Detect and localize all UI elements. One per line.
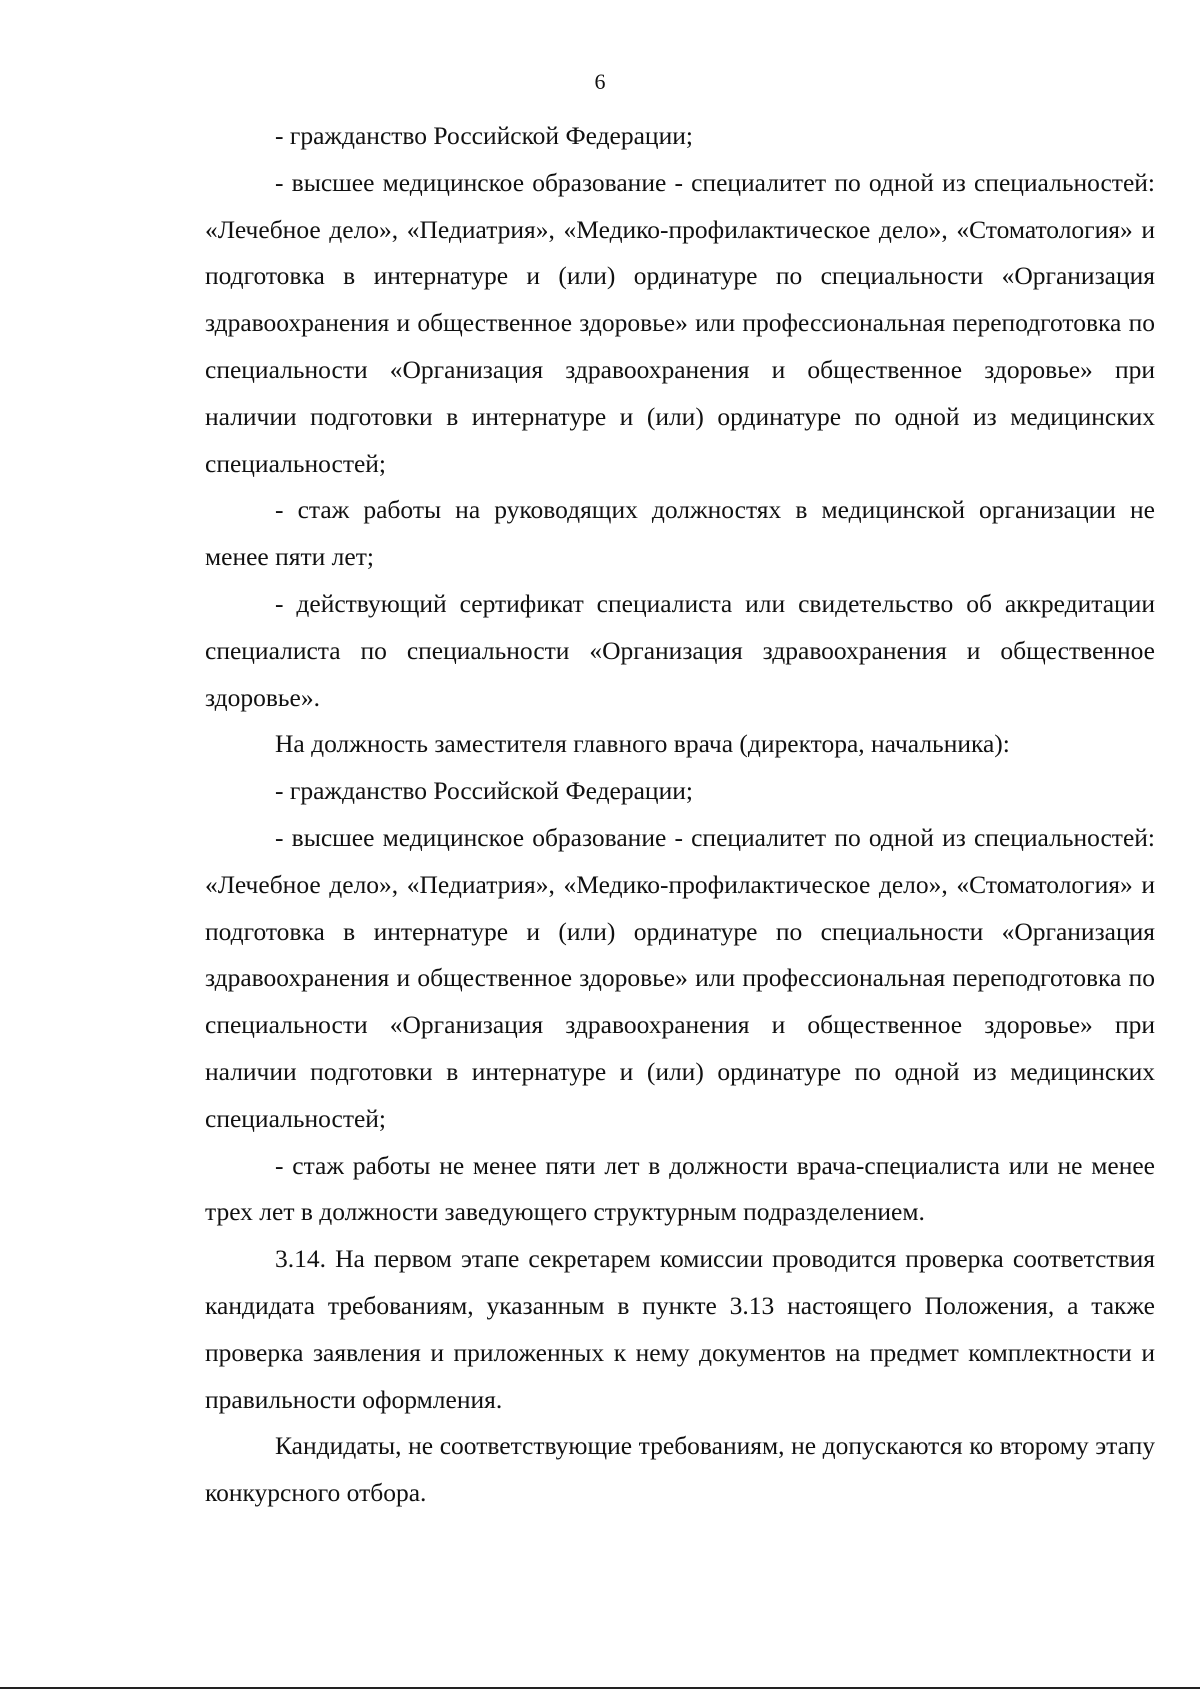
- paragraph-section-3-14: 3.14. На первом этапе секретарем комиссии проводится проверка соответствия кандидата требованиям, указанным в пункте 3.13 настоящего Положения, а также проверка заявления и приложенных к нему документов на предмет комплектности и правильности оформления.: [205, 1244, 1155, 1414]
- bottom-scan-edge: [0, 1687, 1200, 1689]
- paragraph-education-deputy: - высшее медицинское образование - специалитет по одной из специальностей: «Лечебное дело», «Педиатрия», «Медико-профилактическое дело», «Стоматология» и подготовка в интернатуре и (или) ординатуре по специальности «Организация здравоохранения и общественное здоровье» или профессиональная переподготовка по специальности «Организация здравоохранения и общественное здоровье» при наличии подготовки в интернатуре и (или) ординатуре по одной из медицинских специальностей;: [205, 822, 1155, 1133]
- page-number: 6: [594, 69, 606, 94]
- paragraph-candidates-rejected: Кандидаты, не соответствующие требованиям, не допускаются ко второму этапу конкурсного отбора.: [205, 1431, 1155, 1508]
- paragraph-deputy-heading: На должность заместителя главного врача (директора, начальника):: [275, 729, 1010, 759]
- paragraph-citizenship-head: - гражданство Российской Федерации;: [275, 121, 693, 150]
- document-body: [205, 113, 1155, 1517]
- paragraph-education-head: - высшее медицинское образование - специалитет по одной из специальностей: «Лечебное дело», «Педиатрия», «Медико-профилактическое дело», «Стоматология» и подготовка в интернатуре и (или) ординатуре по специальности «Организация здравоохранения и общественное здоровье» или профессиональная переподготовка по специальности «Организация здравоохранения и общественное здоровье» при наличии подготовки в интернатуре и (или) ординатуре по одной из медицинских специальностей;: [205, 167, 1155, 478]
- paragraph-certificate-head: - действующий сертификат специалиста или свидетельство об аккредитации специалиста по специальности «Организация здравоохранения и общественное здоровье».: [205, 588, 1155, 712]
- paragraph-experience-deputy: - стаж работы не менее пяти лет в должности врача-специалиста или не менее трех лет в должности заведующего структурным подразделением.: [205, 1150, 1155, 1227]
- paragraph-experience-head: - стаж работы на руководящих должностях в медицинской организации не менее пяти лет;: [205, 495, 1155, 572]
- paragraph-citizenship-deputy: - гражданство Российской Федерации;: [275, 776, 693, 806]
